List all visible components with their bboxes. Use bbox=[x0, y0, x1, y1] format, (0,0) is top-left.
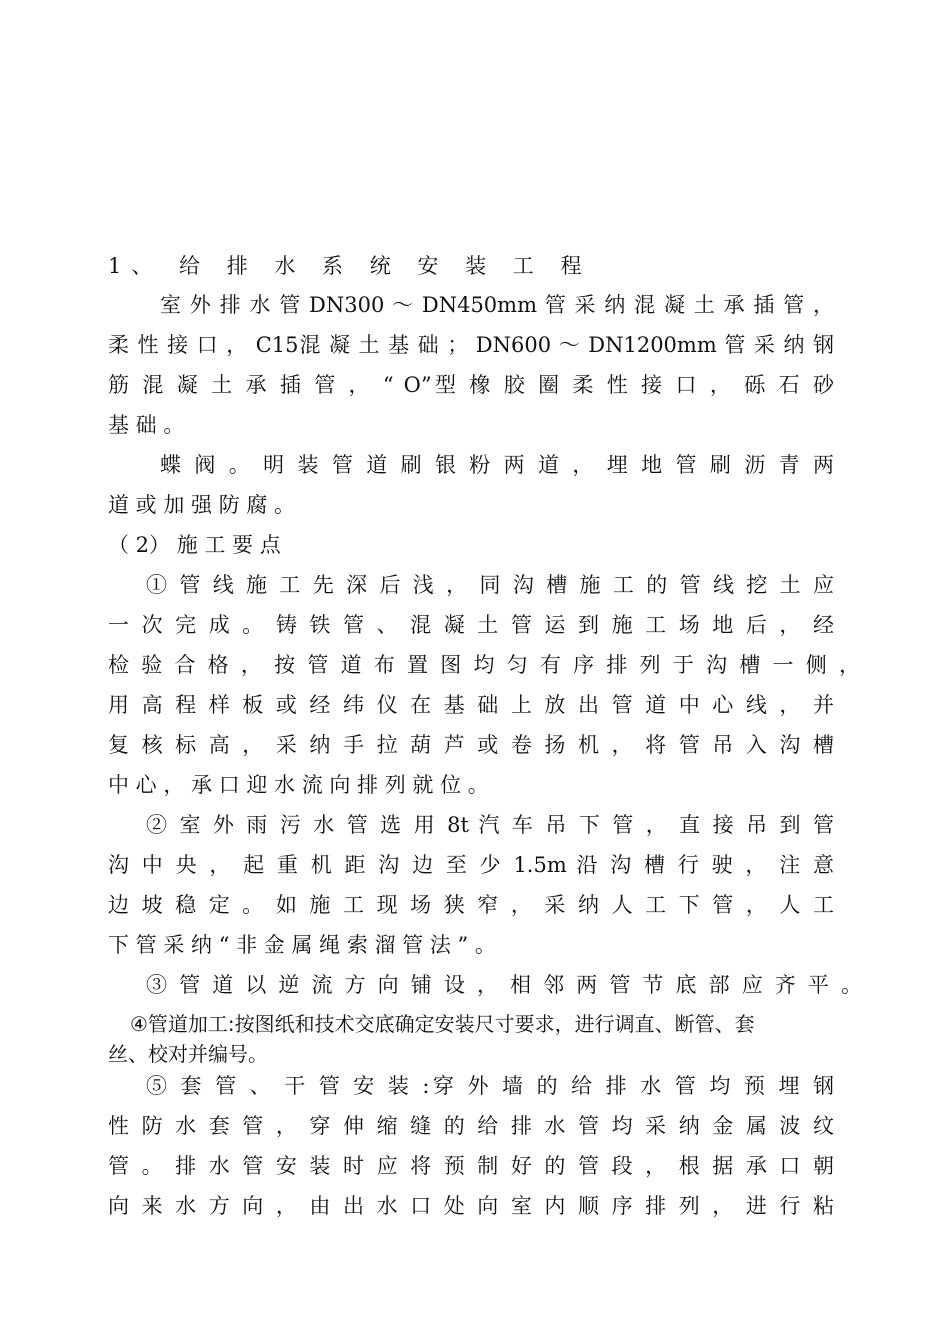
paragraph-line: 中 心 ， 承 口 迎 水 流 向 排 列 就 位 。 bbox=[108, 773, 489, 797]
paragraph-line: 管 。 排 水 管 安 装 时 应 将 预 制 好 的 管 段 ， 根 据 承 口 朝 bbox=[108, 1154, 834, 1178]
paragraph-line: 一 次 完 成 。 铸 铁 管 、 混 凝 土 管 运 到 施 工 场 地 后 ， 经 bbox=[108, 613, 834, 637]
paragraph-line: 沟 中 央 ， 起 重 机 距 沟 边 至 少 1.5m 沿 沟 槽 行 驶 ， 注 意 bbox=[108, 853, 834, 877]
paragraph-line: ③ 管 道 以 逆 流 方 向 铺 设 ， 相 邻 两 管 节 底 部 应 齐 平 。 bbox=[146, 973, 862, 997]
paragraph-line: 边 坡 稳 定 。 如 施 工 现 场 狭 窄 ， 采 纳 人 工 下 管 ， 人 工 bbox=[108, 893, 834, 917]
paragraph-line: 室 外 排 水 管 DN300 ～ DN450mm 管 采 纳 混 凝 土 承 插 管 ， bbox=[160, 293, 834, 317]
paragraph-line: 用 高 程 样 板 或 经 纬 仪 在 基 础 上 放 出 管 道 中 心 线 ， 并 bbox=[108, 693, 834, 717]
paragraph-line: 检 验 合 格 ， 按 管 道 布 置 图 均 匀 有 序 排 列 于 沟 槽 一 侧 ， bbox=[108, 653, 860, 677]
paragraph-line: 筋 混 凝 土 承 插 管 ， “ O”型 橡 胶 圈 柔 性 接 口 ， 砾 石 砂 bbox=[108, 373, 834, 397]
paragraph-line: 柔 性 接 口 ， C15混 凝 土 基 础 ； DN600 ～ DN1200mm 管 采 纳 钢 bbox=[108, 333, 834, 357]
paragraph-line: 基 础 。 bbox=[108, 413, 185, 437]
subsection-heading: （ 2） 施 工 要 点 bbox=[108, 533, 281, 557]
paragraph-line: 道 或 加 强 防 腐 。 bbox=[108, 493, 296, 517]
paragraph-line: 性 防 水 套 管 ， 穿 伸 缩 缝 的 给 排 水 管 均 采 纳 金 属 波 纹 bbox=[108, 1114, 834, 1138]
paragraph-line: 向 来 水 方 向 ， 由 出 水 口 处 向 室 内 顺 序 排 列 ， 进 行 粘 bbox=[108, 1194, 834, 1218]
paragraph-line: 丝、校对并编号。 bbox=[108, 1042, 268, 1066]
section-heading: 1、 给 排 水 系 统 安 装 工 程 bbox=[108, 254, 592, 278]
paragraph-line: 蝶 阀 。 明 装 管 道 刷 银 粉 两 道 ， 埋 地 管 刷 沥 青 两 bbox=[160, 453, 834, 477]
paragraph-line: 复 核 标 高 ， 采 纳 手 拉 葫 芦 或 卷 扬 机 ， 将 管 吊 入 沟 槽 bbox=[108, 733, 834, 757]
paragraph-line: ① 管 线 施 工 先 深 后 浅 ， 同 沟 槽 施 工 的 管 线 挖 土 应 bbox=[146, 573, 834, 597]
paragraph-line: ② 室 外 雨 污 水 管 选 用 8t 汽 车 吊 下 管 ， 直 接 吊 到 管 bbox=[146, 813, 834, 837]
paragraph-line: ④管道加工:按图纸和技术交底确定安装尺寸要求，进行调直、断管、套 bbox=[130, 1012, 755, 1036]
paragraph-line: ⑤ 套 管 、 干 管 安 装 :穿 外 墙 的 给 排 水 管 均 预 埋 钢 bbox=[146, 1074, 834, 1098]
paragraph-line: 下 管 采 纳 “ 非 金 属 绳 索 溜 管 法 ” 。 bbox=[108, 933, 496, 957]
